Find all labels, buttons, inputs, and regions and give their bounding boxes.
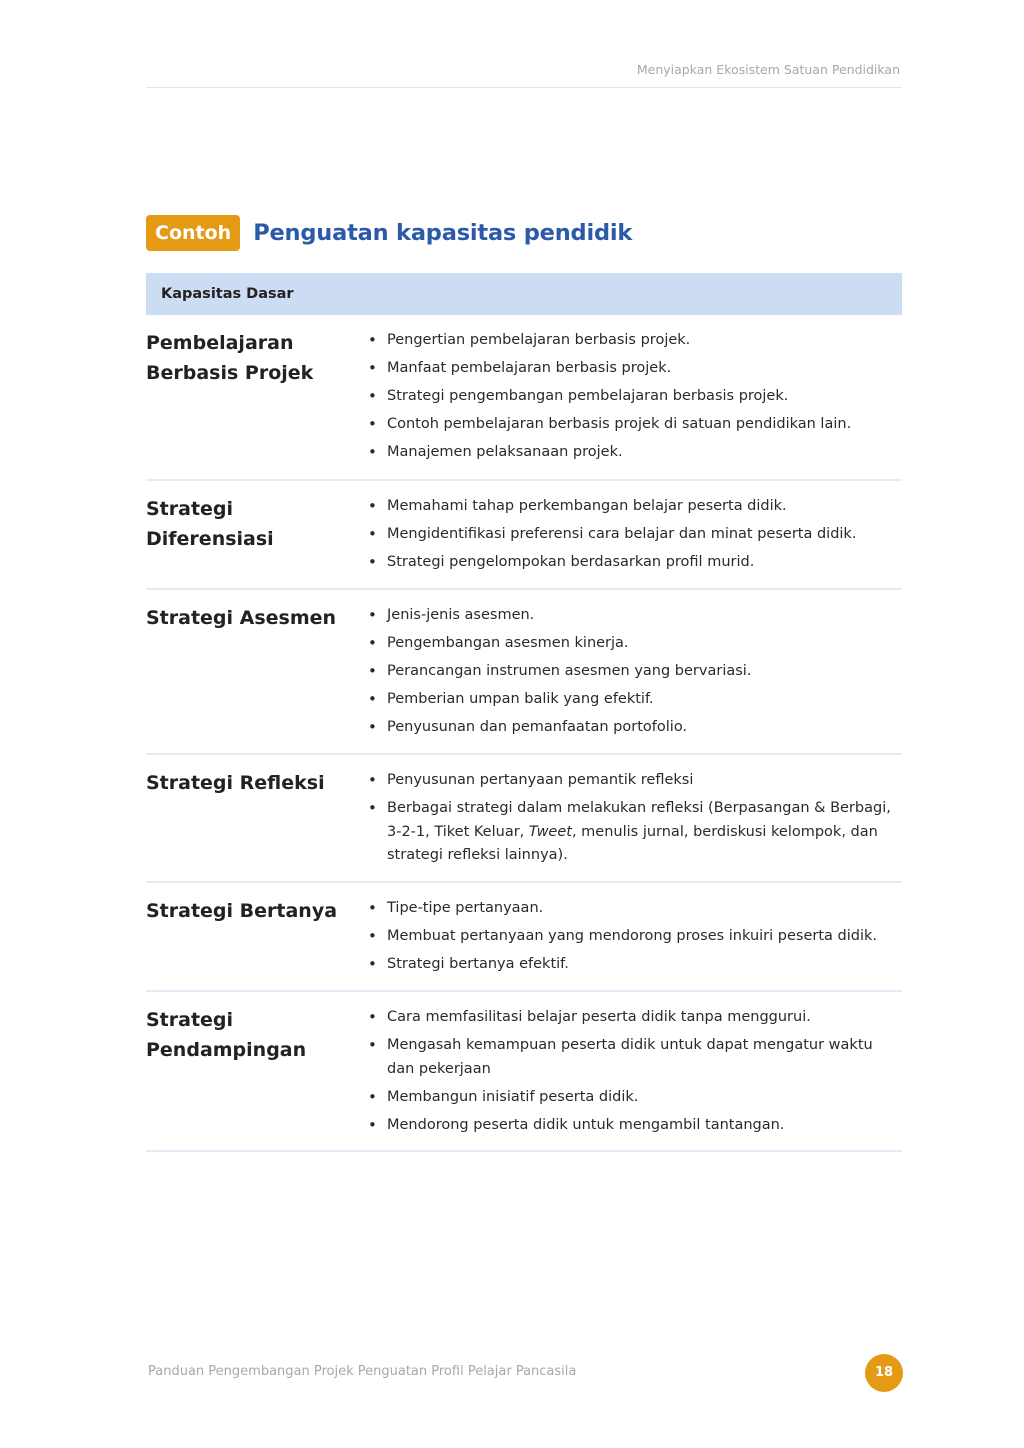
section-title: Penguatan kapasitas pendidik — [253, 220, 633, 246]
list-item: • Tipe-tipe pertanyaan. — [366, 897, 902, 921]
list-item: • Strategi pengembangan pembelajaran berbasis projek. — [366, 385, 902, 409]
list-item: • Pengertian pembelajaran berbasis projek. — [366, 329, 902, 353]
capacity-table-body — [146, 315, 902, 1152]
row-item-list — [366, 604, 902, 753]
list-item: • Penyusunan dan pemanfaatan portofolio. — [366, 716, 902, 740]
row-label-line: Strategi Refleksi — [146, 772, 325, 794]
table-row — [146, 883, 902, 992]
table-row — [146, 590, 902, 755]
row-label — [146, 768, 366, 881]
row-item-list — [366, 495, 902, 588]
list-item: • Strategi bertanya efektif. — [366, 953, 902, 977]
list-item: • Pengembangan asesmen kinerja. — [366, 632, 902, 656]
list-item: • Penyusunan pertanyaan pemantik refleksi — [366, 769, 902, 793]
list-item: • Membangun inisiatif peserta didik. — [366, 1086, 902, 1110]
running-header: Menyiapkan Ekosistem Satuan Pendidikan — [636, 62, 900, 77]
row-label — [146, 896, 366, 990]
item-text: , menulis jurnal, berdiskusi kelompok, dan strategi refleksi lainnya). — [387, 823, 878, 864]
row-label — [146, 328, 366, 479]
row-label-line: Pendampingan — [146, 1039, 307, 1061]
header-divider — [146, 87, 902, 88]
list-item: • Jenis-jenis asesmen. — [366, 604, 902, 628]
table-row — [146, 315, 902, 481]
item-italic-text: Tweet — [528, 823, 572, 840]
table-header: Kapasitas Dasar — [146, 273, 902, 315]
list-item: • Mengasah kemampuan peserta didik untuk dapat mengatur waktu dan pekerjaan — [366, 1034, 902, 1081]
row-label-line: Berbasis Projek — [146, 362, 314, 384]
row-item-list — [366, 769, 902, 881]
list-item: • Mengidentifikasi preferensi cara belajar dan minat peserta didik. — [366, 523, 902, 547]
footer-text: Panduan Pengembangan Projek Penguatan Profil Pelajar Pancasila — [148, 1364, 577, 1379]
row-label-line: Strategi — [146, 1009, 234, 1031]
list-item: • Strategi pengelompokan berdasarkan profil murid. — [366, 551, 902, 575]
list-item: • Manajemen pelaksanaan projek. — [366, 441, 902, 465]
item-text: Berbagai strategi dalam melakukan refleksi (Berpasangan & Berbagi, 3-2-1, Tiket Keluar, — [387, 800, 891, 840]
row-item-list — [366, 897, 902, 990]
row-label — [146, 1005, 366, 1150]
row-label — [146, 494, 366, 588]
page-number-badge: 18 — [865, 1354, 903, 1392]
list-item — [366, 797, 902, 868]
table-row — [146, 992, 902, 1152]
list-item: • Cara memfasilitasi belajar peserta didik tanpa menggurui. — [366, 1006, 902, 1030]
section-title-row — [146, 215, 632, 251]
list-item: • Pemberian umpan balik yang efektif. — [366, 688, 902, 712]
list-item: • Mendorong peserta didik untuk mengambil tantangan. — [366, 1114, 902, 1138]
row-label-line: Strategi Asesmen — [146, 607, 337, 629]
row-label-line: Pembelajaran — [146, 332, 294, 354]
contoh-badge: Contoh — [146, 215, 240, 251]
row-label-line: Strategi — [146, 498, 234, 520]
row-item-list — [366, 1006, 902, 1150]
row-label — [146, 603, 366, 753]
list-item: • Contoh pembelajaran berbasis projek di satuan pendidikan lain. — [366, 413, 902, 437]
list-item: • Manfaat pembelajaran berbasis projek. — [366, 357, 902, 381]
row-item-list — [366, 329, 902, 479]
table-row — [146, 755, 902, 883]
row-label-line: Diferensiasi — [146, 528, 274, 550]
table-row — [146, 481, 902, 590]
row-label-line: Strategi Bertanya — [146, 900, 338, 922]
list-item: • Perancangan instrumen asesmen yang bervariasi. — [366, 660, 902, 684]
list-item: • Memahami tahap perkembangan belajar peserta didik. — [366, 495, 902, 519]
list-item: • Membuat pertanyaan yang mendorong proses inkuiri peserta didik. — [366, 925, 902, 949]
